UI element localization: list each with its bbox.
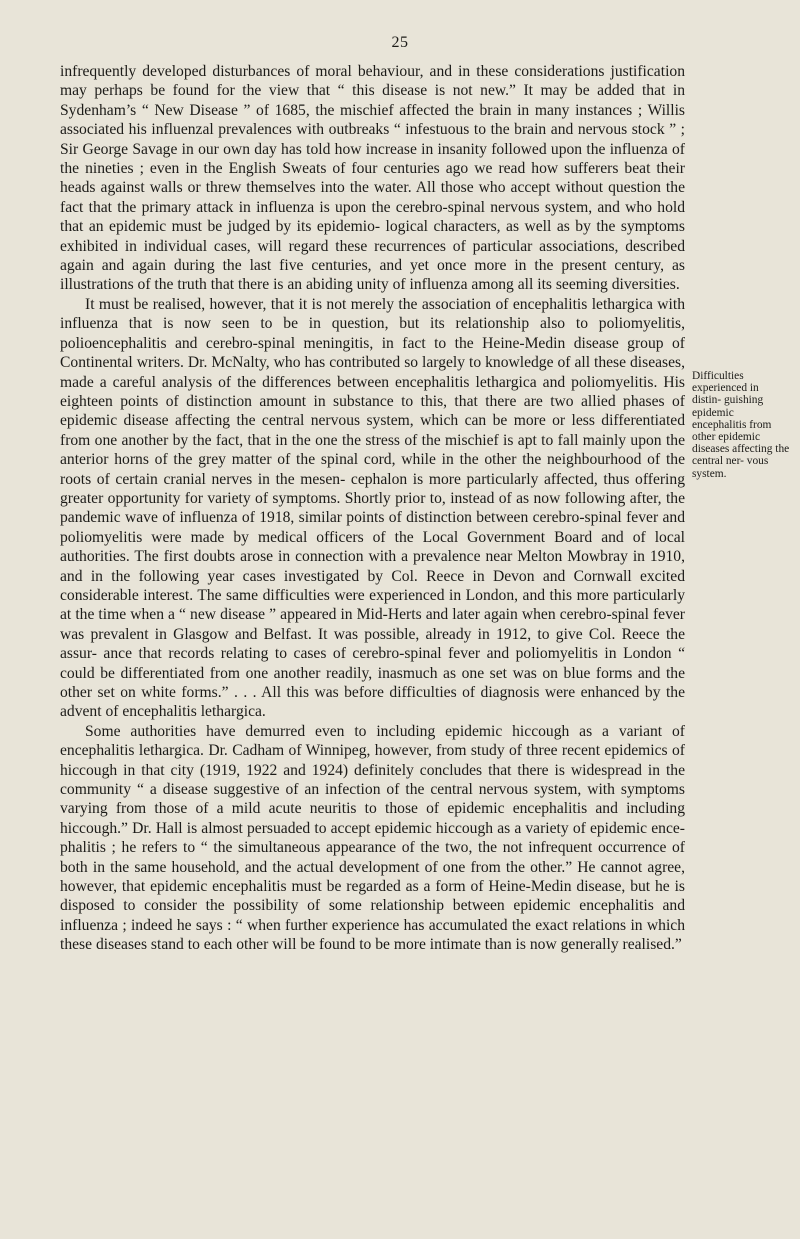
page-number: 25 xyxy=(391,34,409,51)
margin-note: Difficulties experienced in distin- guishing epidemic encephalitis from other epidemic diseases affecting the central ner- vous system. xyxy=(692,370,790,480)
paragraph-1: infrequently developed disturbances of moral behaviour, and in these considerations justification may perhaps be found for the view that “ this disease is not new.” It may be added that in Sydenham’s “ New Disease ” of 1685, the mischief affected the brain in many instances ; Willis associated his influenzal prevalences with outbreaks “ infestuous to the brain and nervous stock ” ; Sir George Savage in our own day has told how increase in insanity followed upon the influenza of the nineties ; even in the English Sweats of four centuries ago we read how sufferers beat their heads against walls or threw themselves into the water. All those who accept without question the fact that the primary attack in influenza is upon the cerebro-spinal nervous system, and who hold that an epidemic must be judged by its epidemio- logical characters, as well as by the symptoms exhibited in individual cases, will regard these recurrences of particular associations, described again and again during the last five centuries, and yet once more in the present century, as illustrations of the truth that there is an abiding unity of influenza among all its seeming diversities. xyxy=(60,63,685,294)
body-text xyxy=(60,62,685,955)
paragraph-2: It must be realised, however, that it is not merely the association of encephalitis lethargica with influenza that is now seen to be in question, but its relationship also to poliomyelitis, polioencephalitis and cerebro-spinal meningitis, in fact to the Heine-Medin disease group of Continental writers. Dr. McNalty, who has contributed so largely to knowledge of all these diseases, made a careful analysis of the differences between encephalitis lethargica and poliomyelitis. His eighteen points of distinction amount in substance to this, that there are two allied phases of epidemic disease affecting the central nervous system, which can be more or less differentiated from one another by the fact, that in the one the stress of the mischief is apt to fall mainly upon the anterior horns of the grey matter of the spinal cord, while in the other the neighbourhood of the roots of certain cranial nerves in the mesen- cephalon is more particularly affected, thus offering greater opportunity for variety of symptoms. Shortly prior to, instead of as now following after, the pandemic wave of influenza of 1918, similar points of distinction between cerebro-spinal fever and poliomyelitis were made by medical officers of the Local Government Board and of local authorities. The first doubts arose in connection with a prevalence near Melton Mowbray in 1910, and in the following year cases investigated by Col. Reece in Devon and Cornwall excited considerable interest. The same difficulties were experienced in London, and this more particularly at the time when a “ new disease ” appeared in Mid-Herts and later again when cerebro-spinal fever was prevalent in Glasgow and Belfast. It was possible, already in 1912, to give Col. Reece the assur- ance that records relating to cases of cerebro-spinal fever and poliomyelitis in London “ could be differentiated from one another readily, inasmuch as one set was on blue forms and the other set on white forms.” . . . All this was before difficulties of diagnosis were enhanced by the advent of encephalitis lethargica. xyxy=(60,295,685,721)
paragraph-3: Some authorities have demurred even to including epidemic hiccough as a variant of encephalitis lethargica. Dr. Cadham of Winnipeg, however, from study of three recent epidemics of hiccough in that city (1919, 1922 and 1924) definitely concludes that there is widespread in the community “ a disease suggestive of an infection of the central nervous system, with symptoms varying from those of a mild acute neuritis to those of epidemic encephalitis and including hiccough.” Dr. Hall is almost persuaded to accept epidemic hiccough as a variety of epidemic ence- phalitis ; he refers to “ the simultaneous appearance of the two, the not infrequent occurrence of both in the same household, and the actual development of one from the other.” He cannot agree, however, that epidemic encephalitis must be regarded as a form of Heine-Medin disease, but he is disposed to consider the possibility of some relationship between epidemic encephalitis and influenza ; indeed he says : “ when further experience has accumulated the exact relations in which these diseases stand to each other will be found to be more intimate than is now generally realised.” xyxy=(60,722,685,954)
